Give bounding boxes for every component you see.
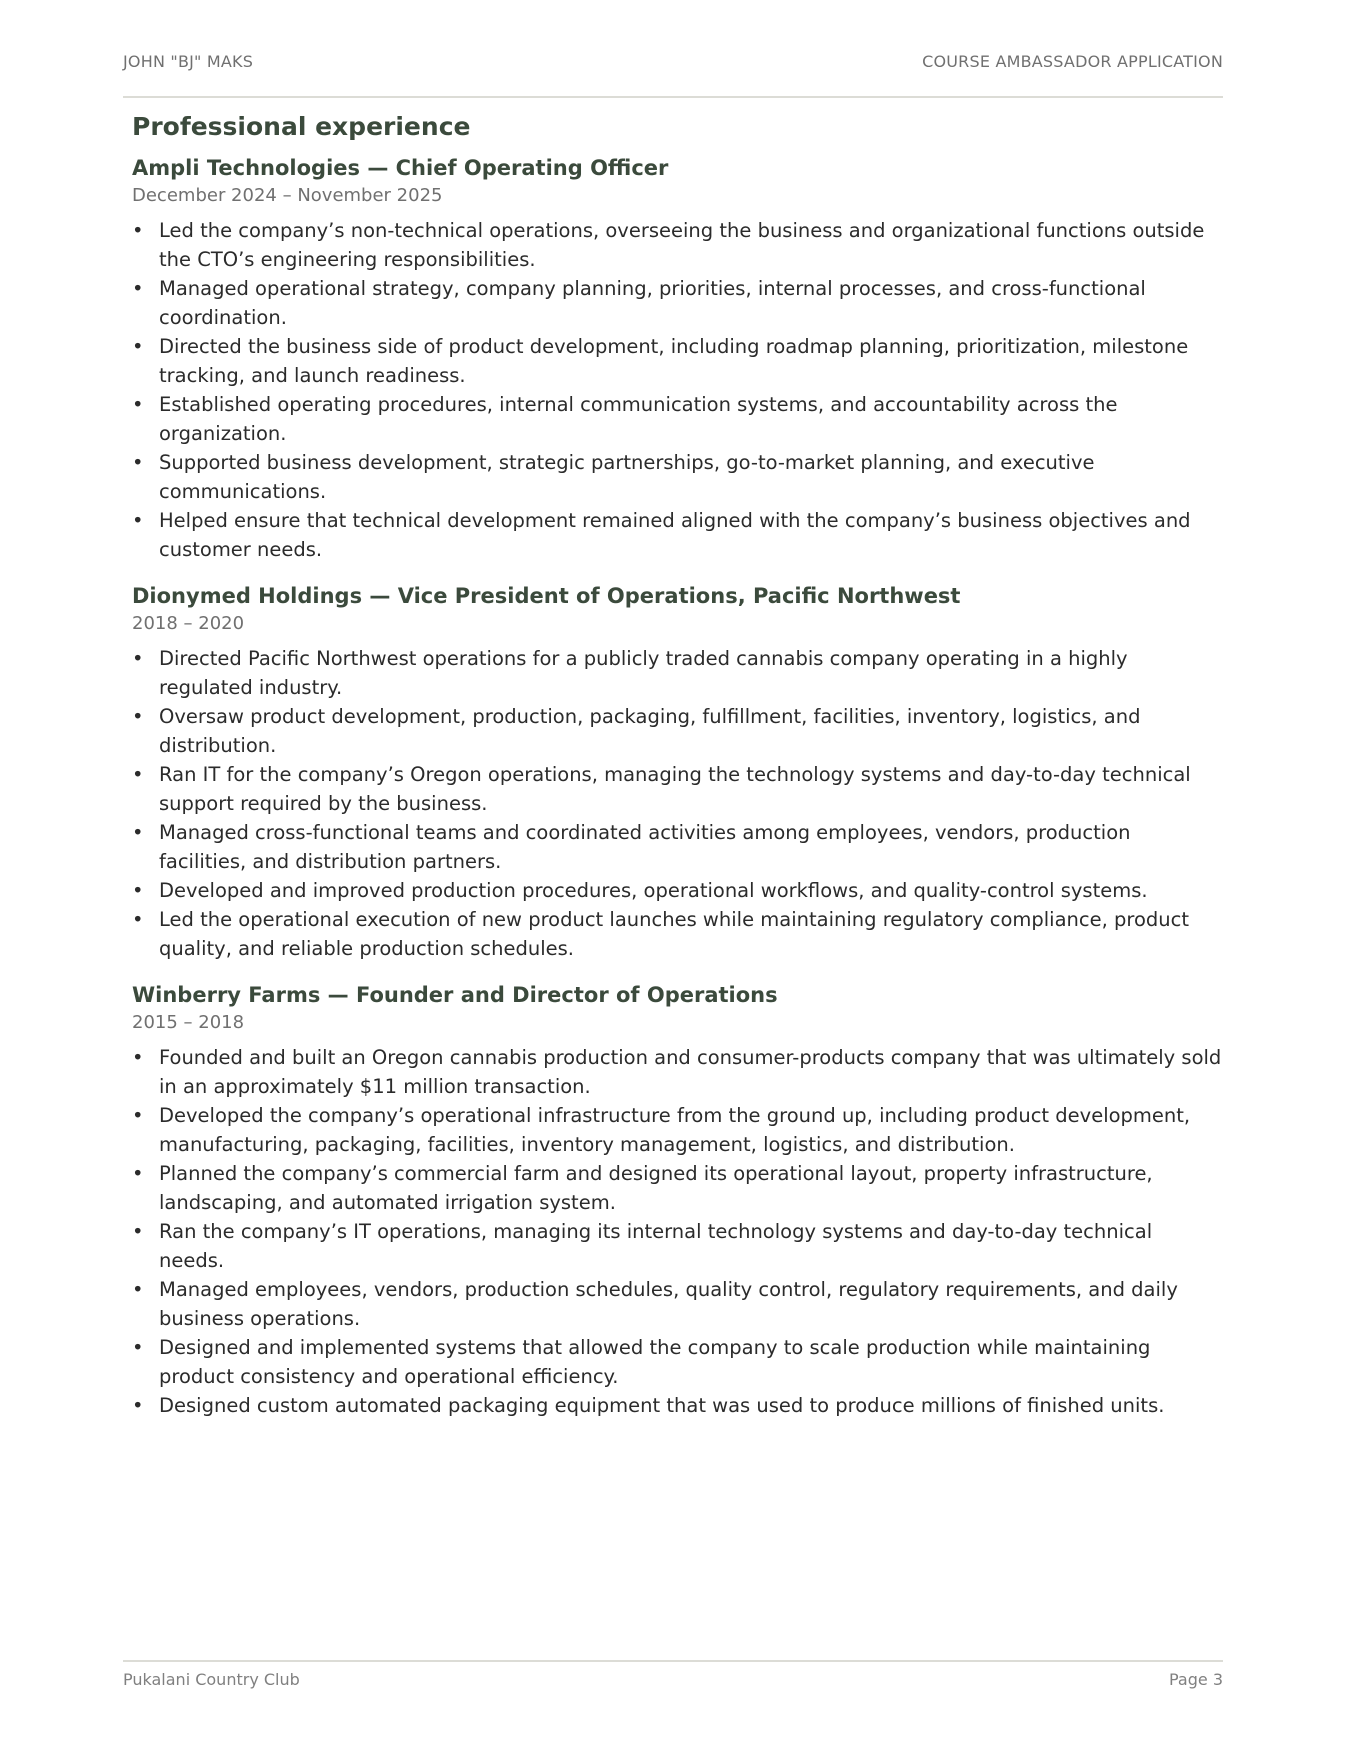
job-dates: 2015 – 2018 bbox=[132, 1012, 245, 1033]
job-entry-dionymed bbox=[132, 582, 1223, 963]
job-bullet: • Planned the company’s commercial farm and designed its operational layout, property infrastructure, landscaping, and automated irrigation system. bbox=[132, 1159, 1223, 1217]
job-bullet: • Developed and improved production procedures, operational workflows, and quality-control systems. bbox=[132, 876, 1223, 905]
job-bullet: • Developed the company’s operational infrastructure from the ground up, including product development, manufacturing, packaging, facilities, inventory management, logistics, and distribution. bbox=[132, 1101, 1223, 1159]
footer-divider bbox=[123, 1660, 1223, 1662]
job-bullet: • Designed custom automated packaging equipment that was used to produce millions of finished units. bbox=[132, 1391, 1223, 1420]
footer-page-number: Page 3 bbox=[1169, 1670, 1223, 1689]
job-entry-ampli bbox=[132, 154, 1223, 564]
job-bullet: • Founded and built an Oregon cannabis production and consumer-products company that was ultimately sold in an approximately $11 million transaction. bbox=[132, 1043, 1223, 1101]
header-applicant-name: JOHN "BJ" MAKS bbox=[123, 52, 254, 71]
job-title: Dionymed Holdings — Vice President of Operations, Pacific Northwest bbox=[132, 584, 961, 608]
job-dates: December 2024 – November 2025 bbox=[132, 185, 443, 206]
job-bullet: • Managed employees, vendors, production schedules, quality control, regulatory requirements, and daily business operations. bbox=[132, 1275, 1223, 1333]
job-entry-winberry bbox=[132, 981, 1223, 1420]
job-bullet-list bbox=[132, 644, 1223, 963]
job-bullet: • Supported business development, strategic partnerships, go-to-market planning, and executive communications. bbox=[132, 448, 1223, 506]
job-bullet: • Established operating procedures, internal communication systems, and accountability across the organization. bbox=[132, 390, 1223, 448]
page-header bbox=[123, 52, 1223, 71]
job-title: Ampli Technologies — Chief Operating Officer bbox=[132, 156, 669, 180]
job-bullet: • Designed and implemented systems that allowed the company to scale production while maintaining product consistency and operational efficiency. bbox=[132, 1333, 1223, 1391]
job-bullet: • Managed operational strategy, company planning, priorities, internal processes, and cross-functional coordination. bbox=[132, 274, 1223, 332]
job-bullet: • Managed cross-functional teams and coordinated activities among employees, vendors, production facilities, and distribution partners. bbox=[132, 818, 1223, 876]
job-bullet: • Led the operational execution of new product launches while maintaining regulatory compliance, product quality, and reliable production schedules. bbox=[132, 905, 1223, 963]
job-bullet: • Directed the business side of product development, including roadmap planning, prioritization, milestone tracking, and launch readiness. bbox=[132, 332, 1223, 390]
header-divider bbox=[123, 96, 1223, 98]
job-bullet: • Helped ensure that technical development remained aligned with the company’s business objectives and customer needs. bbox=[132, 506, 1223, 564]
job-bullet: • Ran the company’s IT operations, managing its internal technology systems and day-to-day technical needs. bbox=[132, 1217, 1223, 1275]
job-bullet: • Directed Pacific Northwest operations for a publicly traded cannabis company operating in a highly regulated industry. bbox=[132, 644, 1223, 702]
footer-organization: Pukalani Country Club bbox=[123, 1670, 300, 1689]
job-bullet: • Oversaw product development, production, packaging, fulfillment, facilities, inventory, logistics, and distribution. bbox=[132, 702, 1223, 760]
job-dates: 2018 – 2020 bbox=[132, 613, 245, 634]
job-bullet-list bbox=[132, 216, 1223, 564]
job-bullet: • Led the company’s non-technical operations, overseeing the business and organizational functions outside the CTO’s engineering responsibilities. bbox=[132, 216, 1223, 274]
section-title: Professional experience bbox=[132, 112, 471, 141]
header-document-title: COURSE AMBASSADOR APPLICATION bbox=[922, 52, 1223, 71]
job-title: Winberry Farms — Founder and Director of Operations bbox=[132, 983, 778, 1007]
resume-content bbox=[132, 110, 1223, 1420]
page-footer bbox=[123, 1670, 1223, 1689]
job-bullet-list bbox=[132, 1043, 1223, 1420]
job-bullet: • Ran IT for the company’s Oregon operations, managing the technology systems and day-to-day technical support required by the business. bbox=[132, 760, 1223, 818]
